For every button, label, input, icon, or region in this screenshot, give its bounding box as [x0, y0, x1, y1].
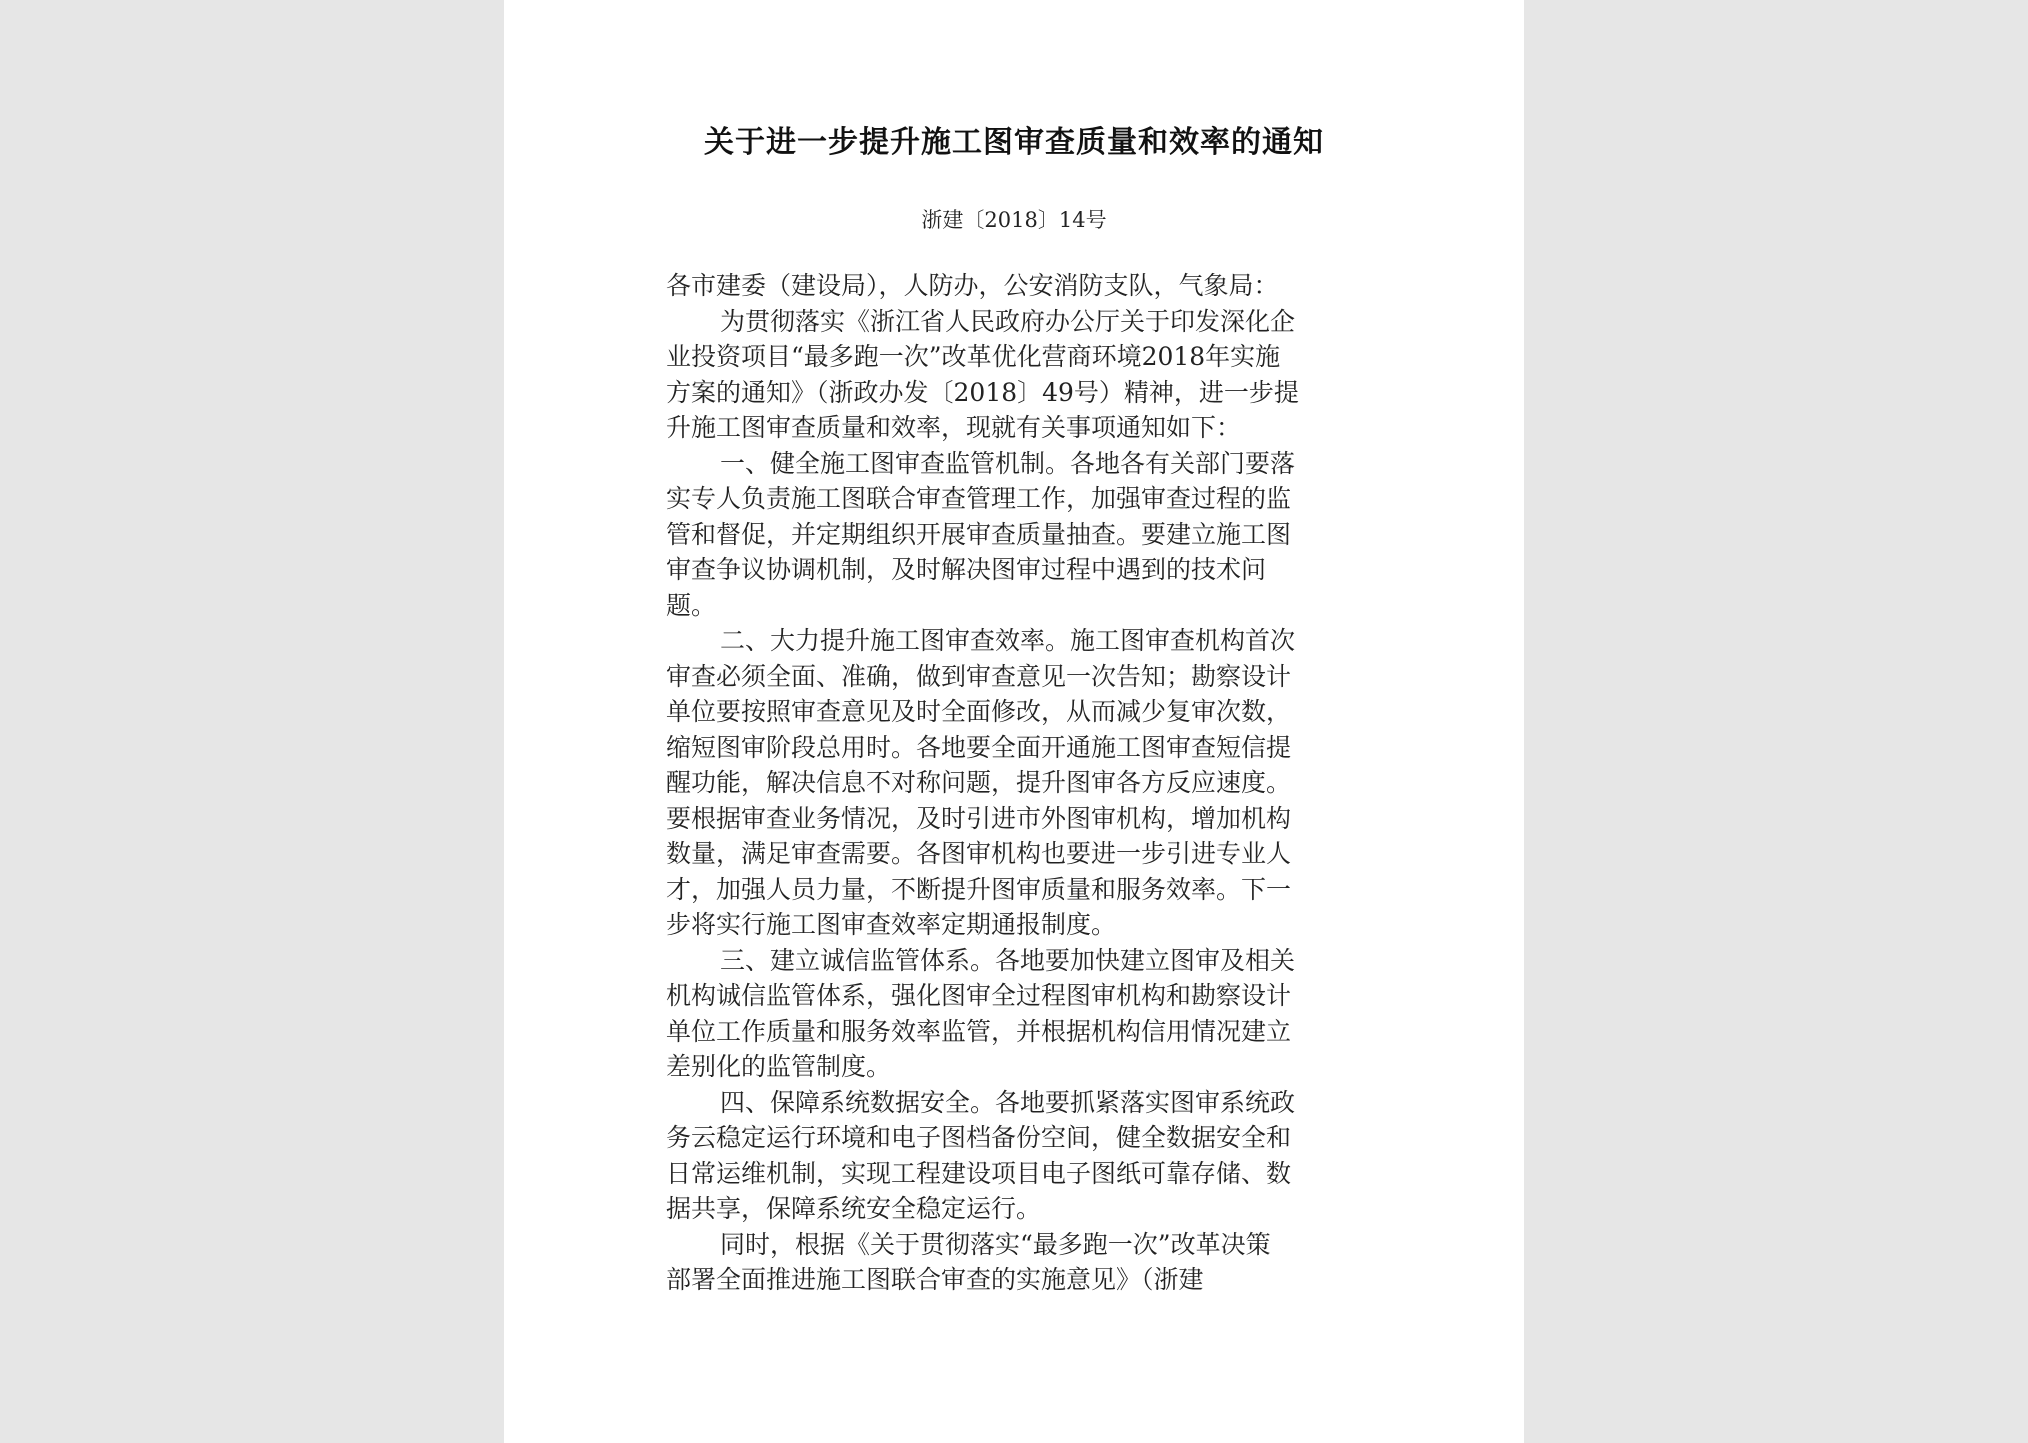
body-line: 步将实行施工图审查效率定期通报制度。	[666, 910, 1117, 939]
body-line: 一、健全施工图审查监管机制。各地各有关部门要落	[720, 448, 1296, 478]
body-line: 二、大力提升施工图审查效率。施工图审查机构首次	[720, 626, 1296, 655]
body-line: 为贯彻落实《浙江省人民政府办公厅关于印发深化企	[720, 306, 1296, 336]
body-line: 机构诚信监管体系，强化图审全过程图审机构和勘察设计	[666, 981, 1292, 1010]
document-number: 浙建〔2018〕14号	[921, 208, 1107, 232]
body-line: 三、建立诚信监管体系。各地要加快建立图审及相关	[720, 945, 1296, 975]
body-line: 部署全面推进施工图联合审查的实施意见》（浙建	[666, 1265, 1204, 1294]
body-line: 差别化的监管制度。	[666, 1052, 892, 1081]
body-line: 管和督促，并定期组织开展审查质量抽查。要建立施工图	[666, 519, 1292, 549]
body-line: 业投资项目“最多跑一次”改革优化营商环境2018年实施	[666, 342, 1281, 371]
document-body	[666, 268, 1366, 1298]
body-line: 实专人负责施工图联合审查管理工作，加强审查过程的监	[666, 484, 1292, 513]
body-line: 才，加强人员力量，不断提升图审质量和服务效率。下一	[666, 874, 1292, 904]
body-line: 日常运维机制，实现工程建设项目电子图纸可靠存储、数	[666, 1158, 1292, 1188]
body-line: 审查必须全面、准确，做到审查意见一次告知；勘察设计	[666, 661, 1292, 691]
body-line: 题。	[666, 590, 717, 620]
body-line: 单位工作质量和服务效率监管，并根据机构信用情况建立	[666, 1016, 1292, 1046]
body-line: 缩短图审阶段总用时。各地要全面开通施工图审查短信提	[666, 732, 1292, 762]
body-line: 审查争议协调机制，及时解决图审过程中遇到的技术问	[666, 555, 1267, 584]
body-line: 同时，根据《关于贯彻落实“最多跑一次”改革决策	[720, 1229, 1271, 1259]
body-line: 方案的通知》（浙政办发〔2018〕49号）精神，进一步提	[666, 377, 1299, 407]
body-line: 据共享，保障系统安全稳定运行。	[666, 1194, 1042, 1223]
body-line: 醒功能，解决信息不对称问题，提升图审各方反应速度。	[666, 768, 1292, 797]
document-title: 关于进一步提升施工图审查质量和效率的通知	[704, 125, 1324, 160]
body-line: 单位要按照审查意见及时全面修改，从而减少复审次数，	[666, 697, 1292, 726]
body-line: 各市建委（建设局），人防办，公安消防支队，气象局：	[666, 271, 1279, 300]
body-line: 数量，满足审查需要。各图审机构也要进一步引进专业人	[666, 839, 1292, 868]
body-line: 四、保障系统数据安全。各地要抓紧落实图审系统政	[720, 1087, 1296, 1117]
body-line: 务云稳定运行环境和电子图档备份空间，健全数据安全和	[666, 1123, 1292, 1152]
body-line: 要根据审查业务情况，及时引进市外图审机构，增加机构	[666, 803, 1292, 833]
document-page	[504, 0, 1524, 1443]
body-line: 升施工图审查质量和效率，现就有关事项通知如下：	[666, 413, 1242, 442]
